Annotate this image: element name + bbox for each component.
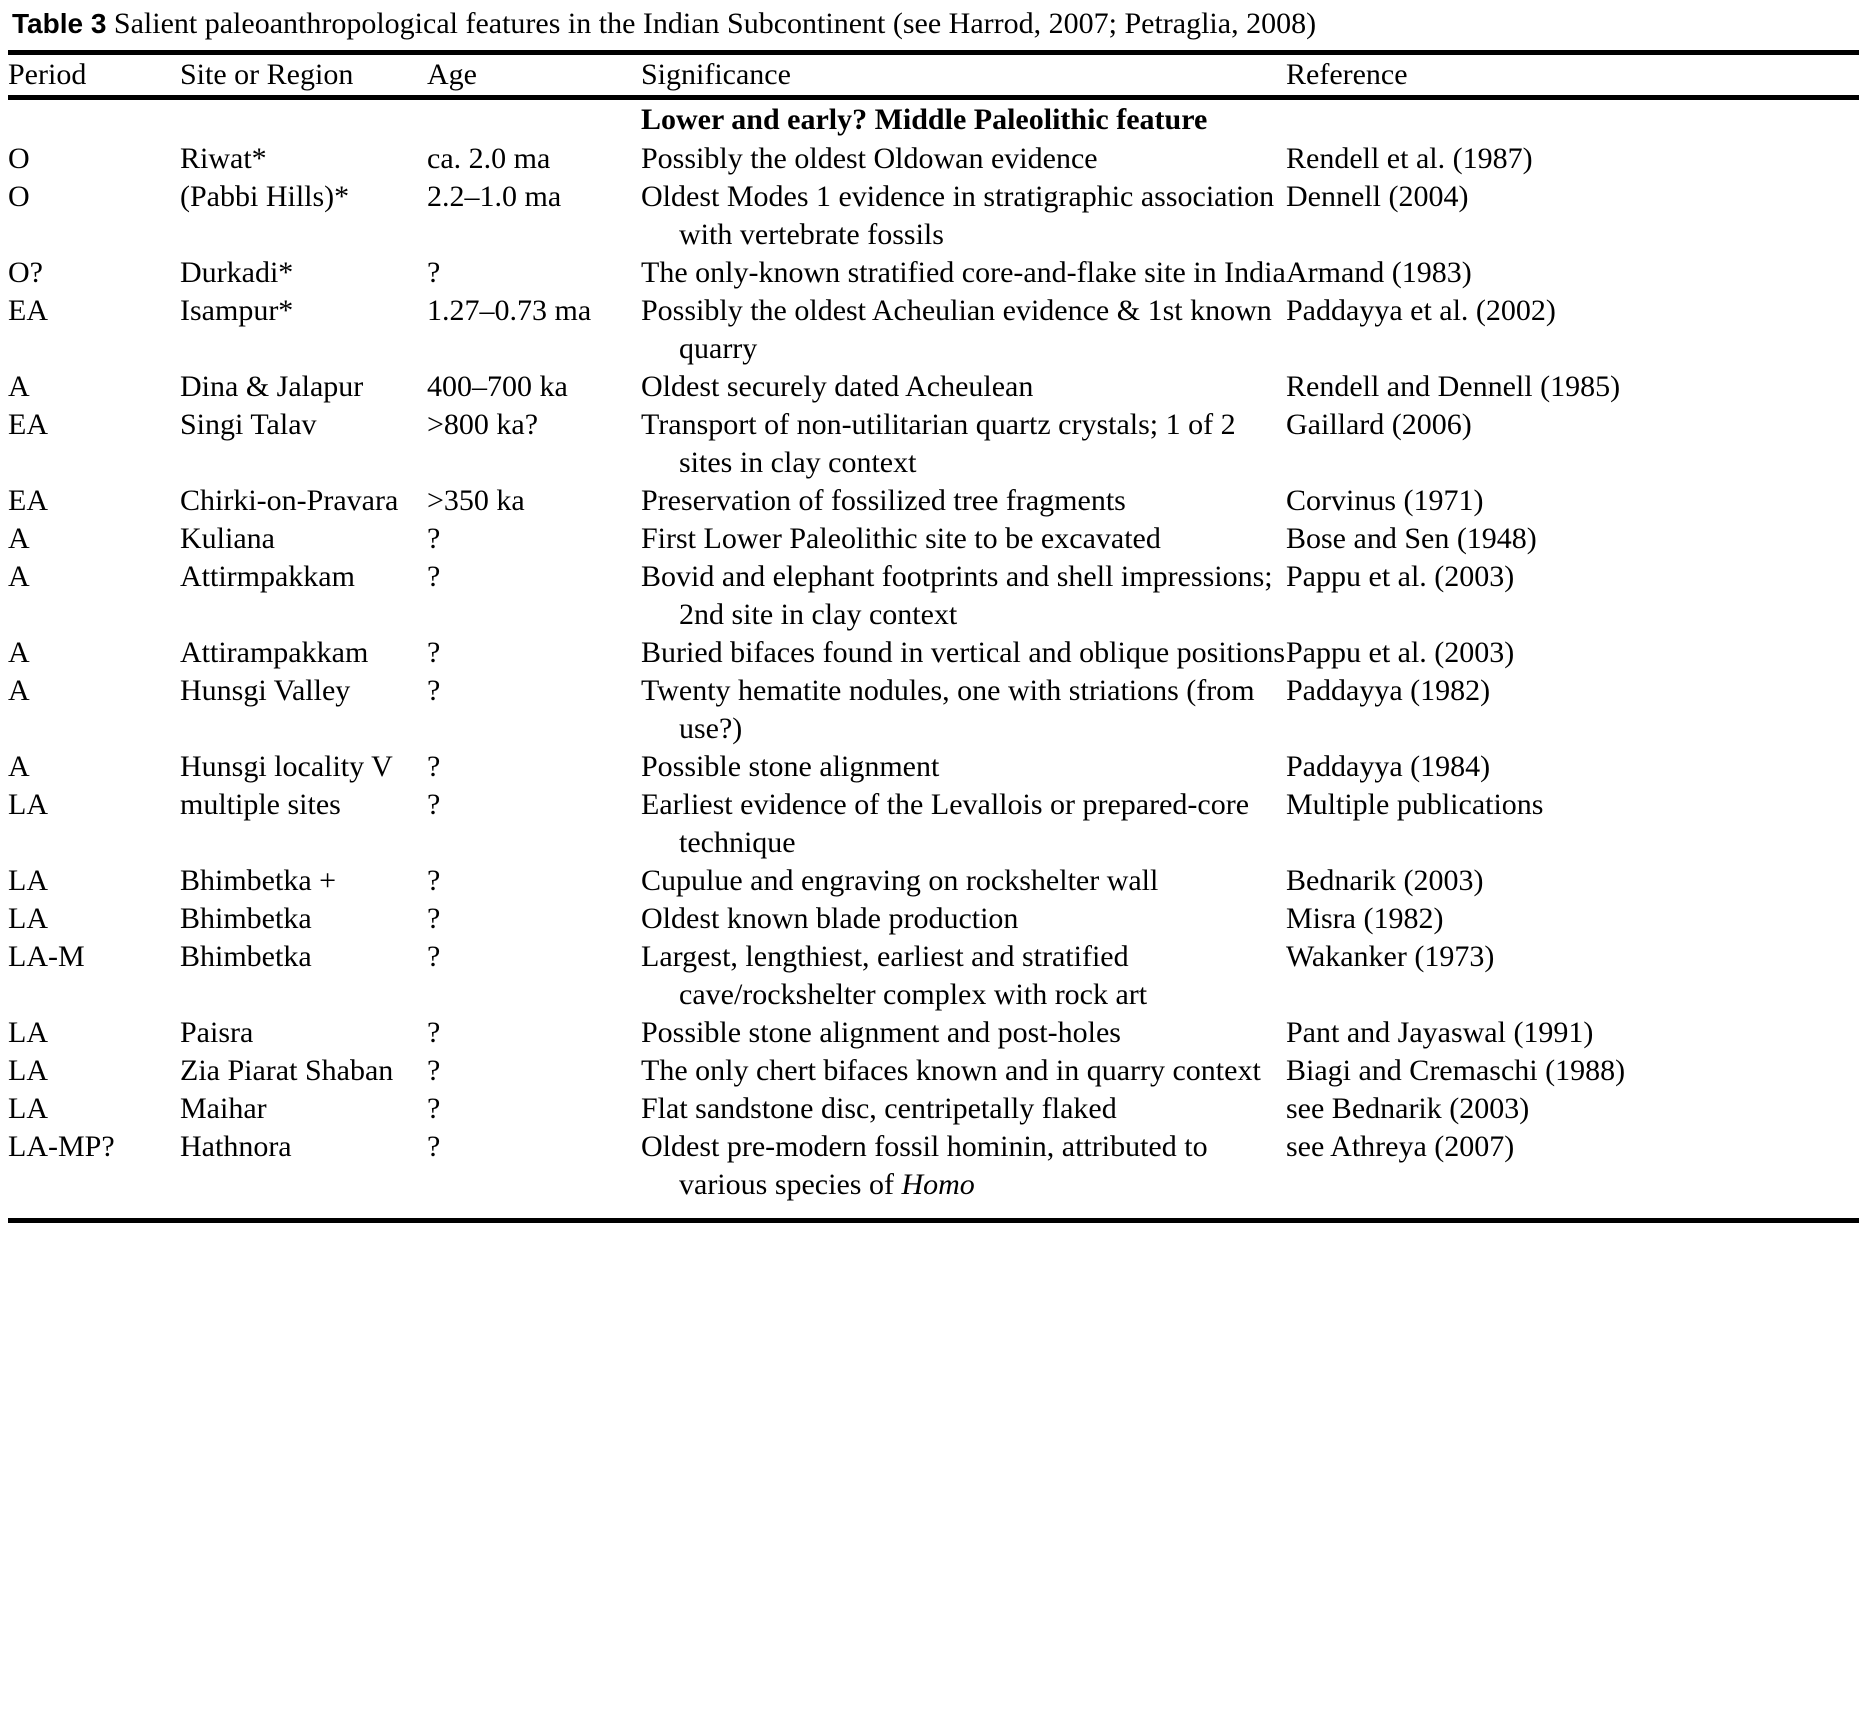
cell-significance <box>641 368 1286 406</box>
table-row <box>8 406 1867 482</box>
cell-age-text: 1.27–0.73 ma <box>427 294 592 327</box>
cell-significance <box>641 140 1286 178</box>
cell-site <box>180 938 427 1014</box>
cell-reference-text: Pappu et al. (2003) <box>1286 560 1515 593</box>
cell-age <box>427 786 641 862</box>
cell-reference-text: Paddayya (1984) <box>1286 750 1491 783</box>
cell-period-text: A <box>8 674 30 707</box>
cell-age <box>427 558 641 634</box>
cell-period <box>8 178 180 254</box>
cell-significance-text: Bovid and elephant footprints and shell impressions; 2nd site in clay context <box>641 560 1273 631</box>
table-caption-label: Table 3 <box>12 8 107 39</box>
cell-significance <box>641 786 1286 862</box>
empty-cell <box>180 100 427 140</box>
cell-significance-text: Possibly the oldest Acheulian evidence & 1st known quarry <box>641 294 1272 365</box>
cell-reference-text: Multiple publications <box>1286 788 1544 821</box>
cell-reference <box>1286 1090 1867 1128</box>
cell-period <box>8 900 180 938</box>
cell-age <box>427 634 641 672</box>
cell-period-text: EA <box>8 484 48 517</box>
cell-significance-text: Possibly the oldest Oldowan evidence <box>641 142 1098 175</box>
section-heading-label: Lower and early? Middle Paleolithic feature <box>641 103 1208 136</box>
cell-age-text: 400–700 ka <box>427 370 568 403</box>
cell-age <box>427 900 641 938</box>
cell-reference-text: Corvinus (1971) <box>1286 484 1484 517</box>
cell-reference-text: Paddayya et al. (2002) <box>1286 294 1556 327</box>
cell-site <box>180 558 427 634</box>
cell-significance <box>641 406 1286 482</box>
cell-period <box>8 1128 180 1218</box>
cell-reference-text: Biagi and Cremaschi (1988) <box>1286 1054 1626 1087</box>
cell-reference-text: Bednarik (2003) <box>1286 864 1484 897</box>
cell-reference <box>1286 140 1867 178</box>
cell-age <box>427 672 641 748</box>
cell-reference-text: Rendell and Dennell (1985) <box>1286 370 1621 403</box>
cell-site <box>180 748 427 786</box>
cell-significance <box>641 672 1286 748</box>
cell-period-text: EA <box>8 294 48 327</box>
table-row <box>8 254 1867 292</box>
cell-age <box>427 254 641 292</box>
cell-significance-text: Largest, lengthiest, earliest and stratified cave/rockshelter complex with rock art <box>641 940 1148 1011</box>
cell-significance <box>641 482 1286 520</box>
cell-reference <box>1286 368 1867 406</box>
cell-site-text: Chirki-on-Pravara <box>180 484 399 517</box>
cell-period-text: A <box>8 636 30 669</box>
cell-site-text: Singi Talav <box>180 408 317 441</box>
cell-site-text: Dina & Jalapur <box>180 370 364 403</box>
column-header-period: Period <box>8 58 87 91</box>
cell-significance <box>641 748 1286 786</box>
cell-reference-text: Gaillard (2006) <box>1286 408 1472 441</box>
cell-period <box>8 862 180 900</box>
cell-period-text: LA <box>8 864 48 897</box>
cell-site-text: multiple sites <box>180 788 341 821</box>
column-header-reference: Reference <box>1286 58 1408 91</box>
cell-significance-text: Preservation of fossilized tree fragments <box>641 484 1126 517</box>
cell-site-text: Kuliana <box>180 522 275 555</box>
column-header-site: Site or Region <box>180 58 354 91</box>
cell-age <box>427 482 641 520</box>
cell-significance-text: Earliest evidence of the Levallois or prepared-core technique <box>641 788 1250 859</box>
cell-period-text: EA <box>8 408 48 441</box>
cell-age <box>427 1014 641 1052</box>
cell-significance-text: Oldest known blade production <box>641 902 1019 935</box>
cell-site <box>180 520 427 558</box>
cell-significance <box>641 292 1286 368</box>
empty-cell <box>1286 100 1867 140</box>
table-row <box>8 482 1867 520</box>
cell-age <box>427 368 641 406</box>
cell-age-text: >350 ka <box>427 484 525 517</box>
table-bottom-rule <box>8 1218 1859 1223</box>
cell-age-text: ca. 2.0 ma <box>427 142 551 175</box>
cell-period <box>8 368 180 406</box>
cell-reference-text: Bose and Sen (1948) <box>1286 522 1537 555</box>
cell-reference <box>1286 672 1867 748</box>
cell-significance <box>641 254 1286 292</box>
cell-site <box>180 292 427 368</box>
cell-period-text: LA <box>8 788 48 821</box>
cell-reference <box>1286 1052 1867 1090</box>
cell-age-text: ? <box>427 788 441 821</box>
cell-reference <box>1286 786 1867 862</box>
cell-reference <box>1286 178 1867 254</box>
cell-reference-text: Misra (1982) <box>1286 902 1444 935</box>
cell-significance <box>641 938 1286 1014</box>
cell-reference-text: Wakanker (1973) <box>1286 940 1495 973</box>
cell-age-text: ? <box>427 560 441 593</box>
cell-significance <box>641 1014 1286 1052</box>
table-row <box>8 1052 1867 1090</box>
cell-reference <box>1286 520 1867 558</box>
table-caption-text: Salient paleoanthropological features in the Indian Subcontinent (see Harrod, 2007; Petraglia, 2008) <box>113 7 1317 40</box>
cell-period-text: LA <box>8 1016 48 1049</box>
table-header-row <box>8 55 1867 95</box>
cell-period <box>8 482 180 520</box>
cell-period <box>8 292 180 368</box>
cell-significance-text: Buried bifaces found in vertical and oblique positions <box>641 636 1286 669</box>
cell-significance <box>641 862 1286 900</box>
cell-age <box>427 1128 641 1218</box>
cell-age <box>427 292 641 368</box>
cell-significance <box>641 900 1286 938</box>
cell-reference-text: Dennell (2004) <box>1286 180 1469 213</box>
cell-site-text: Isampur* <box>180 294 294 327</box>
cell-period-text: O? <box>8 256 43 289</box>
table-body <box>8 100 1867 1218</box>
cell-age <box>427 520 641 558</box>
table-row <box>8 368 1867 406</box>
table-section-heading-row <box>8 100 1867 140</box>
cell-age-text: ? <box>427 1130 441 1163</box>
cell-age-text: ? <box>427 750 441 783</box>
cell-site <box>180 140 427 178</box>
cell-reference <box>1286 292 1867 368</box>
cell-significance <box>641 1090 1286 1128</box>
cell-significance-text: The only chert bifaces known and in quarry context <box>641 1054 1261 1087</box>
cell-site <box>180 1128 427 1218</box>
cell-significance-text: Flat sandstone disc, centripetally flaked <box>641 1092 1117 1125</box>
cell-reference <box>1286 900 1867 938</box>
cell-period <box>8 748 180 786</box>
table-row <box>8 1014 1867 1052</box>
cell-age <box>427 406 641 482</box>
cell-period <box>8 1090 180 1128</box>
cell-site <box>180 862 427 900</box>
cell-significance-text: Cupulue and engraving on rockshelter wall <box>641 864 1159 897</box>
cell-period-text: A <box>8 750 30 783</box>
cell-reference <box>1286 482 1867 520</box>
column-header-significance: Significance <box>641 58 791 91</box>
cell-period <box>8 520 180 558</box>
cell-site <box>180 1090 427 1128</box>
cell-reference-text: Paddayya (1982) <box>1286 674 1491 707</box>
cell-significance <box>641 558 1286 634</box>
table-row <box>8 900 1867 938</box>
cell-period-text: O <box>8 142 30 175</box>
cell-significance-text: Twenty hematite nodules, one with striations (from use?) <box>641 674 1255 745</box>
cell-age <box>427 1052 641 1090</box>
cell-site <box>180 406 427 482</box>
cell-period-text: LA-M <box>8 940 85 973</box>
cell-site-text: Bhimbetka <box>180 902 312 935</box>
cell-period <box>8 140 180 178</box>
cell-reference <box>1286 406 1867 482</box>
cell-site-text: Maihar <box>180 1092 267 1125</box>
cell-period <box>8 1014 180 1052</box>
cell-period <box>8 786 180 862</box>
cell-reference-text: see Athreya (2007) <box>1286 1130 1515 1163</box>
cell-site-text: (Pabbi Hills)* <box>180 180 350 213</box>
cell-period-text: LA <box>8 1092 48 1125</box>
cell-age-text: >800 ka? <box>427 408 539 441</box>
cell-age-text: ? <box>427 636 441 669</box>
cell-site <box>180 634 427 672</box>
cell-site-text: Riwat* <box>180 142 267 175</box>
cell-age <box>427 862 641 900</box>
table-row <box>8 1128 1867 1218</box>
cell-period-text: LA <box>8 1054 48 1087</box>
table-row <box>8 938 1867 1014</box>
table-row <box>8 634 1867 672</box>
cell-reference <box>1286 254 1867 292</box>
cell-period <box>8 634 180 672</box>
cell-significance <box>641 520 1286 558</box>
table-row <box>8 786 1867 862</box>
cell-site <box>180 368 427 406</box>
cell-reference-text: see Bednarik (2003) <box>1286 1092 1530 1125</box>
cell-significance-text: The only-known stratified core-and-flake site in India <box>641 256 1286 289</box>
cell-reference <box>1286 862 1867 900</box>
cell-reference-text: Armand (1983) <box>1286 256 1472 289</box>
cell-reference <box>1286 558 1867 634</box>
cell-site-text: Attirmpakkam <box>180 560 355 593</box>
table-3 <box>8 55 1867 95</box>
table-body-rows <box>8 100 1867 1218</box>
cell-reference-text: Rendell et al. (1987) <box>1286 142 1533 175</box>
cell-site-text: Attirampakkam <box>180 636 369 669</box>
cell-site <box>180 254 427 292</box>
empty-cell <box>427 100 641 140</box>
cell-age <box>427 140 641 178</box>
cell-significance-text: First Lower Paleolithic site to be excavated <box>641 522 1161 555</box>
cell-site-text: Bhimbetka <box>180 940 312 973</box>
empty-cell <box>8 100 180 140</box>
table-row <box>8 292 1867 368</box>
table-row <box>8 178 1867 254</box>
cell-site <box>180 672 427 748</box>
cell-reference-text: Pant and Jayaswal (1991) <box>1286 1016 1594 1049</box>
cell-reference <box>1286 1128 1867 1218</box>
cell-period-text: A <box>8 560 30 593</box>
column-header-age: Age <box>427 58 477 91</box>
cell-site-text: Paisra <box>180 1016 254 1049</box>
cell-significance <box>641 634 1286 672</box>
cell-significance-text: Transport of non-utilitarian quartz crystals; 1 of 2 sites in clay context <box>641 408 1236 479</box>
cell-age-text: ? <box>427 1092 441 1125</box>
table-row <box>8 520 1867 558</box>
cell-significance-text: Possible stone alignment <box>641 750 940 783</box>
cell-site-text: Zia Piarat Shaban <box>180 1054 394 1087</box>
section-heading-cell <box>641 100 1286 140</box>
cell-site-text: Hunsgi locality V <box>180 750 393 783</box>
cell-age <box>427 748 641 786</box>
cell-significance <box>641 1052 1286 1090</box>
cell-period-text: O <box>8 180 30 213</box>
cell-site-text: Durkadi* <box>180 256 294 289</box>
cell-significance <box>641 1128 1286 1218</box>
cell-site-text: Hunsgi Valley <box>180 674 351 707</box>
table-row <box>8 558 1867 634</box>
table-row <box>8 1090 1867 1128</box>
cell-significance-italic-term: Homo <box>901 1168 975 1201</box>
cell-period-text: A <box>8 522 30 555</box>
cell-site-text: Bhimbetka + <box>180 864 337 897</box>
cell-age-text: ? <box>427 940 441 973</box>
cell-site <box>180 1014 427 1052</box>
table-caption <box>8 0 1859 50</box>
table-row <box>8 140 1867 178</box>
cell-site-text: Hathnora <box>180 1130 292 1163</box>
cell-significance-text: Oldest Modes 1 evidence in stratigraphic association with vertebrate fossils <box>641 180 1275 251</box>
cell-site <box>180 786 427 862</box>
cell-period <box>8 938 180 1014</box>
table-row <box>8 748 1867 786</box>
cell-age-text: ? <box>427 522 441 555</box>
cell-age <box>427 938 641 1014</box>
cell-age-text: ? <box>427 1054 441 1087</box>
cell-age-text: ? <box>427 864 441 897</box>
table-row <box>8 862 1867 900</box>
cell-site <box>180 482 427 520</box>
cell-age <box>427 178 641 254</box>
cell-age <box>427 1090 641 1128</box>
cell-significance <box>641 178 1286 254</box>
cell-site <box>180 900 427 938</box>
cell-site <box>180 178 427 254</box>
cell-age-text: 2.2–1.0 ma <box>427 180 562 213</box>
cell-reference <box>1286 938 1867 1014</box>
cell-period <box>8 254 180 292</box>
cell-period-text: A <box>8 370 30 403</box>
cell-age-text: ? <box>427 256 441 289</box>
cell-significance-text: Oldest securely dated Acheulean <box>641 370 1034 403</box>
cell-reference <box>1286 1014 1867 1052</box>
cell-age-text: ? <box>427 902 441 935</box>
cell-period-text: LA <box>8 902 48 935</box>
cell-period-text: LA-MP? <box>8 1130 115 1163</box>
table-row <box>8 672 1867 748</box>
cell-age-text: ? <box>427 1016 441 1049</box>
cell-site <box>180 1052 427 1090</box>
cell-period <box>8 406 180 482</box>
cell-period <box>8 1052 180 1090</box>
cell-reference <box>1286 634 1867 672</box>
cell-significance-text: Possible stone alignment and post-holes <box>641 1016 1121 1049</box>
cell-period <box>8 672 180 748</box>
cell-age-text: ? <box>427 674 441 707</box>
cell-reference <box>1286 748 1867 786</box>
cell-period <box>8 558 180 634</box>
cell-reference-text: Pappu et al. (2003) <box>1286 636 1515 669</box>
cell-significance-text: Oldest pre-modern fossil hominin, attributed to various species of Homo <box>641 1130 1208 1201</box>
